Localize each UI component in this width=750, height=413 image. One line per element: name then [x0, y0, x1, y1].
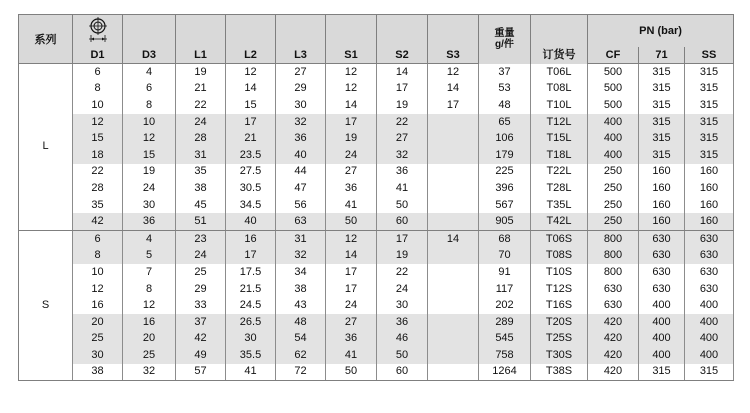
- header-l1: L1: [176, 47, 226, 64]
- cell-s1: 24: [326, 147, 377, 164]
- cell-cf: 800: [588, 230, 639, 247]
- cell-s1: 17: [326, 264, 377, 281]
- cell-p71: 160: [639, 164, 685, 181]
- cell-d3: 10: [123, 114, 176, 131]
- cell-l3: 40: [276, 147, 326, 164]
- cell-cf: 500: [588, 81, 639, 98]
- cell-d1: 12: [73, 281, 123, 298]
- cell-ss: 400: [685, 331, 734, 348]
- cell-p71: 160: [639, 180, 685, 197]
- cell-order: T35L: [531, 197, 588, 214]
- table-row: [19, 314, 734, 331]
- cell-cf: 250: [588, 164, 639, 181]
- cell-ss: 160: [685, 164, 734, 181]
- cell-order: T10S: [531, 264, 588, 281]
- cell-l1: 35: [176, 164, 226, 181]
- cell-s2: 14: [377, 64, 428, 81]
- header-l2: L2: [226, 47, 276, 64]
- cell-p71: 315: [639, 97, 685, 114]
- cell-l1: 49: [176, 347, 226, 364]
- cell-order: T10L: [531, 97, 588, 114]
- table-row: [19, 230, 734, 247]
- cell-p71: 400: [639, 297, 685, 314]
- cell-l1: 51: [176, 213, 226, 230]
- cell-p71: 315: [639, 64, 685, 81]
- cell-order: T08S: [531, 248, 588, 265]
- header-weight-unit: g/件: [495, 39, 514, 51]
- fitting-spec-table: [18, 14, 734, 381]
- header-blank-s1: [326, 15, 377, 48]
- cell-p71: 630: [639, 264, 685, 281]
- tube-fitting-diameter-icon: [87, 17, 109, 43]
- cell-ss: 315: [685, 64, 734, 81]
- header-pn: PN (bar): [588, 15, 734, 48]
- cell-l3: 62: [276, 347, 326, 364]
- cell-s1: 12: [326, 64, 377, 81]
- cell-ss: 315: [685, 147, 734, 164]
- cell-order: T06S: [531, 230, 588, 247]
- cell-d3: 5: [123, 248, 176, 265]
- cell-cf: 250: [588, 180, 639, 197]
- cell-l1: 45: [176, 197, 226, 214]
- cell-d1: 25: [73, 331, 123, 348]
- cell-s2: 17: [377, 81, 428, 98]
- cell-l3: 44: [276, 164, 326, 181]
- cell-s3: [428, 114, 479, 131]
- cell-l1: 28: [176, 130, 226, 147]
- cell-order: T28L: [531, 180, 588, 197]
- cell-l1: 29: [176, 281, 226, 298]
- table-row: [19, 213, 734, 230]
- cell-order: T25S: [531, 331, 588, 348]
- cell-s3: [428, 197, 479, 214]
- header-blank-s3: [428, 15, 479, 48]
- cell-d1: 8: [73, 248, 123, 265]
- cell-l2: 34.5: [226, 197, 276, 214]
- cell-d3: 25: [123, 347, 176, 364]
- cell-d1: 20: [73, 314, 123, 331]
- cell-s2: 41: [377, 180, 428, 197]
- cell-w: 396: [479, 180, 531, 197]
- header-ss: SS: [685, 47, 734, 64]
- cell-d1: 38: [73, 364, 123, 381]
- cell-s1: 12: [326, 230, 377, 247]
- cell-d3: 4: [123, 64, 176, 81]
- cell-l3: 38: [276, 281, 326, 298]
- table-row: [19, 248, 734, 265]
- table-row: [19, 347, 734, 364]
- cell-order: T16S: [531, 297, 588, 314]
- cell-p71: 315: [639, 81, 685, 98]
- cell-d3: 8: [123, 281, 176, 298]
- cell-l2: 14: [226, 81, 276, 98]
- header-s1: S1: [326, 47, 377, 64]
- cell-d1: 12: [73, 114, 123, 131]
- cell-w: 48: [479, 97, 531, 114]
- cell-s3: [428, 248, 479, 265]
- cell-s1: 17: [326, 114, 377, 131]
- cell-s2: 32: [377, 147, 428, 164]
- table-row: [19, 81, 734, 98]
- cell-l2: 30: [226, 331, 276, 348]
- header-symbol-cell: [73, 15, 123, 48]
- cell-cf: 800: [588, 264, 639, 281]
- header-series: 系列: [19, 15, 73, 64]
- header-blank-l2: [226, 15, 276, 48]
- cell-cf: 420: [588, 347, 639, 364]
- table-row: [19, 164, 734, 181]
- cell-p71: 160: [639, 213, 685, 230]
- cell-l3: 43: [276, 297, 326, 314]
- cell-ss: 315: [685, 114, 734, 131]
- table-row: [19, 197, 734, 214]
- cell-s2: 46: [377, 331, 428, 348]
- cell-w: 289: [479, 314, 531, 331]
- cell-cf: 250: [588, 197, 639, 214]
- cell-w: 905: [479, 213, 531, 230]
- header-71: 71: [639, 47, 685, 64]
- cell-l2: 41: [226, 364, 276, 381]
- cell-l1: 38: [176, 180, 226, 197]
- header-s2: S2: [377, 47, 428, 64]
- cell-s3: [428, 130, 479, 147]
- cell-l2: 16: [226, 230, 276, 247]
- cell-d1: 10: [73, 264, 123, 281]
- cell-w: 545: [479, 331, 531, 348]
- cell-l2: 17: [226, 114, 276, 131]
- cell-ss: 400: [685, 314, 734, 331]
- cell-s3: [428, 347, 479, 364]
- cell-s1: 27: [326, 314, 377, 331]
- cell-order: T06L: [531, 64, 588, 81]
- header-s3: S3: [428, 47, 479, 64]
- cell-l1: 42: [176, 331, 226, 348]
- cell-d1: 22: [73, 164, 123, 181]
- cell-order: T42L: [531, 213, 588, 230]
- cell-s1: 19: [326, 130, 377, 147]
- cell-l2: 17: [226, 248, 276, 265]
- cell-ss: 315: [685, 364, 734, 381]
- cell-d3: 12: [123, 130, 176, 147]
- cell-s3: [428, 314, 479, 331]
- cell-d3: 4: [123, 230, 176, 247]
- cell-l1: 19: [176, 64, 226, 81]
- cell-d3: 7: [123, 264, 176, 281]
- cell-ss: 630: [685, 281, 734, 298]
- header-blank-s2: [377, 15, 428, 48]
- cell-p71: 315: [639, 147, 685, 164]
- cell-d3: 24: [123, 180, 176, 197]
- cell-l3: 30: [276, 97, 326, 114]
- cell-w: 202: [479, 297, 531, 314]
- cell-order: T12L: [531, 114, 588, 131]
- cell-d1: 30: [73, 347, 123, 364]
- cell-s1: 14: [326, 97, 377, 114]
- cell-cf: 250: [588, 213, 639, 230]
- cell-s3: 17: [428, 97, 479, 114]
- cell-s3: [428, 164, 479, 181]
- cell-s2: 27: [377, 130, 428, 147]
- cell-cf: 420: [588, 314, 639, 331]
- cell-s3: 14: [428, 81, 479, 98]
- header-blank-l3: [276, 15, 326, 48]
- cell-l3: 56: [276, 197, 326, 214]
- cell-cf: 400: [588, 114, 639, 131]
- cell-s3: 12: [428, 64, 479, 81]
- cell-cf: 420: [588, 364, 639, 381]
- cell-s2: 50: [377, 197, 428, 214]
- cell-l3: 34: [276, 264, 326, 281]
- cell-l2: 17.5: [226, 264, 276, 281]
- cell-d3: 19: [123, 164, 176, 181]
- cell-order: T30S: [531, 347, 588, 364]
- cell-l3: 54: [276, 331, 326, 348]
- cell-s1: 14: [326, 248, 377, 265]
- cell-s3: [428, 264, 479, 281]
- cell-l2: 40: [226, 213, 276, 230]
- cell-s3: [428, 147, 479, 164]
- cell-l1: 24: [176, 114, 226, 131]
- header-cf: CF: [588, 47, 639, 64]
- cell-l3: 27: [276, 64, 326, 81]
- cell-d1: 6: [73, 230, 123, 247]
- cell-l2: 21: [226, 130, 276, 147]
- table-row: [19, 364, 734, 381]
- cell-l2: 12: [226, 64, 276, 81]
- table-row: [19, 281, 734, 298]
- table-row: [19, 64, 734, 81]
- header-blank-l1: [176, 15, 226, 48]
- cell-l1: 57: [176, 364, 226, 381]
- header-l3: L3: [276, 47, 326, 64]
- header-d1: D1: [73, 47, 123, 64]
- cell-d3: 20: [123, 331, 176, 348]
- cell-d3: 16: [123, 314, 176, 331]
- cell-s1: 24: [326, 297, 377, 314]
- cell-l3: 63: [276, 213, 326, 230]
- table-row: [19, 331, 734, 348]
- cell-d3: 32: [123, 364, 176, 381]
- cell-ss: 400: [685, 297, 734, 314]
- cell-w: 91: [479, 264, 531, 281]
- cell-cf: 630: [588, 297, 639, 314]
- cell-p71: 630: [639, 230, 685, 247]
- cell-order: T18L: [531, 147, 588, 164]
- cell-w: 70: [479, 248, 531, 265]
- header-weight: [479, 15, 531, 64]
- cell-d1: 35: [73, 197, 123, 214]
- cell-l2: 24.5: [226, 297, 276, 314]
- cell-s1: 12: [326, 81, 377, 98]
- cell-l1: 37: [176, 314, 226, 331]
- cell-cf: 400: [588, 147, 639, 164]
- cell-l2: 15: [226, 97, 276, 114]
- cell-d1: 42: [73, 213, 123, 230]
- cell-l2: 26.5: [226, 314, 276, 331]
- cell-cf: 420: [588, 331, 639, 348]
- cell-l1: 23: [176, 230, 226, 247]
- cell-d3: 8: [123, 97, 176, 114]
- cell-p71: 400: [639, 347, 685, 364]
- cell-ss: 315: [685, 97, 734, 114]
- cell-s2: 36: [377, 314, 428, 331]
- cell-order: T15L: [531, 130, 588, 147]
- table-row: [19, 114, 734, 131]
- cell-cf: 400: [588, 130, 639, 147]
- cell-s3: [428, 364, 479, 381]
- series-label: L: [19, 64, 73, 231]
- cell-p71: 160: [639, 197, 685, 214]
- cell-s2: 60: [377, 364, 428, 381]
- table-row: [19, 297, 734, 314]
- cell-l2: 23.5: [226, 147, 276, 164]
- cell-s1: 50: [326, 364, 377, 381]
- table-row: [19, 180, 734, 197]
- cell-l3: 32: [276, 248, 326, 265]
- cell-w: 65: [479, 114, 531, 131]
- cell-d1: 15: [73, 130, 123, 147]
- cell-s3: [428, 180, 479, 197]
- cell-p71: 315: [639, 114, 685, 131]
- cell-d3: 12: [123, 297, 176, 314]
- cell-l2: 35.5: [226, 347, 276, 364]
- cell-order: T22L: [531, 164, 588, 181]
- cell-l2: 21.5: [226, 281, 276, 298]
- cell-d1: 6: [73, 64, 123, 81]
- cell-d1: 8: [73, 81, 123, 98]
- header-d3: D3: [123, 47, 176, 64]
- cell-p71: 315: [639, 130, 685, 147]
- table-row: [19, 264, 734, 281]
- cell-s3: [428, 213, 479, 230]
- cell-s1: 17: [326, 281, 377, 298]
- cell-s2: 36: [377, 164, 428, 181]
- cell-ss: 630: [685, 264, 734, 281]
- cell-s1: 27: [326, 164, 377, 181]
- cell-s2: 19: [377, 248, 428, 265]
- cell-s3: [428, 331, 479, 348]
- cell-ss: 160: [685, 197, 734, 214]
- cell-l1: 31: [176, 147, 226, 164]
- cell-s3: 14: [428, 230, 479, 247]
- cell-s1: 41: [326, 347, 377, 364]
- cell-s2: 60: [377, 213, 428, 230]
- cell-p71: 400: [639, 314, 685, 331]
- cell-w: 117: [479, 281, 531, 298]
- cell-d1: 28: [73, 180, 123, 197]
- table-header: [19, 15, 734, 64]
- cell-cf: 630: [588, 281, 639, 298]
- cell-l1: 24: [176, 248, 226, 265]
- cell-ss: 160: [685, 180, 734, 197]
- cell-l1: 22: [176, 97, 226, 114]
- table-body: [19, 64, 734, 381]
- cell-s3: [428, 297, 479, 314]
- cell-p71: 630: [639, 281, 685, 298]
- cell-p71: 630: [639, 248, 685, 265]
- cell-s1: 41: [326, 197, 377, 214]
- cell-w: 1264: [479, 364, 531, 381]
- cell-d1: 10: [73, 97, 123, 114]
- cell-l3: 48: [276, 314, 326, 331]
- cell-s2: 30: [377, 297, 428, 314]
- cell-s3: [428, 281, 479, 298]
- cell-w: 567: [479, 197, 531, 214]
- cell-s2: 22: [377, 264, 428, 281]
- cell-s1: 50: [326, 213, 377, 230]
- header-weight-label: 重量: [494, 28, 515, 40]
- cell-p71: 315: [639, 364, 685, 381]
- cell-order: T38S: [531, 364, 588, 381]
- cell-s2: 22: [377, 114, 428, 131]
- table-row: [19, 130, 734, 147]
- cell-cf: 500: [588, 64, 639, 81]
- cell-l3: 72: [276, 364, 326, 381]
- cell-d3: 30: [123, 197, 176, 214]
- cell-p71: 400: [639, 331, 685, 348]
- cell-order: T20S: [531, 314, 588, 331]
- cell-order: T08L: [531, 81, 588, 98]
- cell-ss: 315: [685, 130, 734, 147]
- cell-l3: 31: [276, 230, 326, 247]
- cell-l3: 29: [276, 81, 326, 98]
- cell-order: T12S: [531, 281, 588, 298]
- cell-cf: 500: [588, 97, 639, 114]
- cell-l1: 25: [176, 264, 226, 281]
- cell-s2: 19: [377, 97, 428, 114]
- cell-ss: 630: [685, 248, 734, 265]
- cell-cf: 800: [588, 248, 639, 265]
- table-row: [19, 97, 734, 114]
- header-order-no: 订货号: [531, 15, 588, 64]
- cell-d3: 6: [123, 81, 176, 98]
- cell-d1: 16: [73, 297, 123, 314]
- cell-s2: 50: [377, 347, 428, 364]
- table-row: [19, 147, 734, 164]
- cell-w: 225: [479, 164, 531, 181]
- cell-l3: 32: [276, 114, 326, 131]
- cell-w: 106: [479, 130, 531, 147]
- series-label: S: [19, 230, 73, 380]
- cell-d3: 15: [123, 147, 176, 164]
- cell-ss: 400: [685, 347, 734, 364]
- cell-l2: 30.5: [226, 180, 276, 197]
- cell-w: 179: [479, 147, 531, 164]
- header-blank-d3: [123, 15, 176, 48]
- cell-ss: 315: [685, 81, 734, 98]
- cell-l3: 36: [276, 130, 326, 147]
- cell-d1: 18: [73, 147, 123, 164]
- cell-l2: 27.5: [226, 164, 276, 181]
- spec-table-container: [18, 14, 733, 381]
- cell-l1: 33: [176, 297, 226, 314]
- cell-w: 37: [479, 64, 531, 81]
- cell-s1: 36: [326, 331, 377, 348]
- cell-ss: 630: [685, 230, 734, 247]
- cell-s1: 36: [326, 180, 377, 197]
- cell-w: 758: [479, 347, 531, 364]
- cell-l3: 47: [276, 180, 326, 197]
- cell-w: 68: [479, 230, 531, 247]
- cell-w: 53: [479, 81, 531, 98]
- cell-d3: 36: [123, 213, 176, 230]
- cell-s2: 24: [377, 281, 428, 298]
- cell-s2: 17: [377, 230, 428, 247]
- cell-ss: 160: [685, 213, 734, 230]
- cell-l1: 21: [176, 81, 226, 98]
